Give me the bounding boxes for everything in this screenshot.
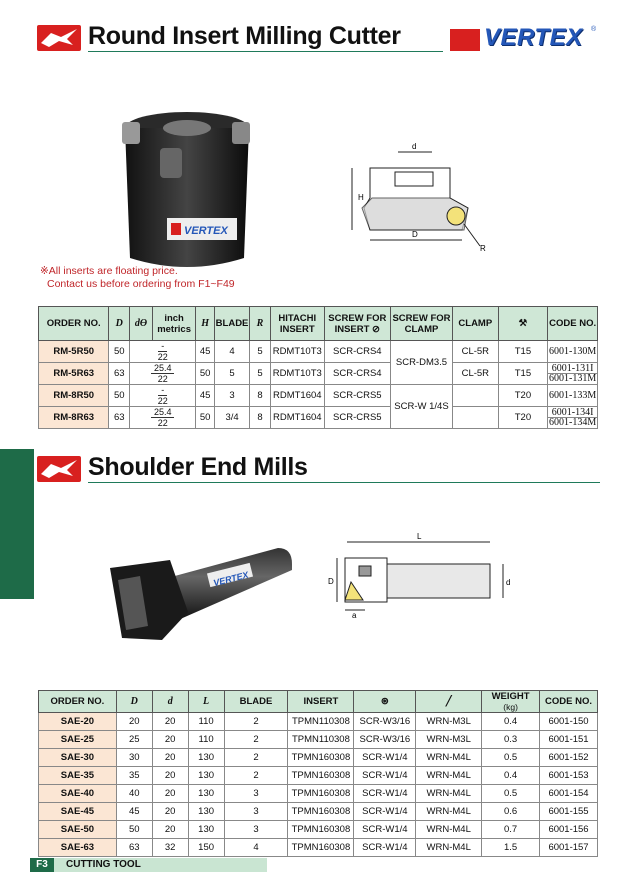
d-cell: 20 [152, 713, 188, 731]
col-insert: INSERT [288, 691, 354, 713]
blade-cell: 2 [224, 767, 288, 785]
D-cell: 40 [116, 785, 152, 803]
section-underline [88, 482, 600, 483]
tool-label: VERTEX [184, 225, 228, 237]
blade-cell: 4 [214, 341, 249, 363]
d-cell [130, 407, 196, 429]
D-cell: 25 [116, 731, 152, 749]
blade-cell: 3 [224, 803, 288, 821]
H-cell: 45 [196, 341, 215, 363]
table-row [39, 839, 598, 857]
col-key [498, 307, 548, 341]
screw-cell: SCR-W1/4 [354, 821, 416, 839]
L-cell: 110 [188, 713, 224, 731]
L-cell: 150 [188, 839, 224, 857]
D-cell: 63 [109, 407, 130, 429]
table-row [39, 731, 598, 749]
clamp-cell [453, 407, 499, 429]
D-cell: 20 [116, 713, 152, 731]
wrench-cell: WRN-M3L [416, 713, 482, 731]
insert-cell: TPMN160308 [288, 803, 354, 821]
table-row [39, 385, 598, 407]
order-cell: SAE-45 [39, 803, 117, 821]
table-row [39, 803, 598, 821]
table-row [39, 363, 598, 385]
diagram-d2-label: d [506, 578, 511, 587]
wrench-cell: WRN-M4L [416, 785, 482, 803]
order-cell: RM-5R63 [39, 363, 109, 385]
wrench-cell: WRN-M3L [416, 731, 482, 749]
page-number: F3 [30, 858, 54, 872]
col-D: D [116, 691, 152, 713]
D-cell: 35 [116, 767, 152, 785]
col-code: CODE NO. [548, 307, 598, 341]
col-blade: BLADE [224, 691, 288, 713]
shoulder-end-mill-table [38, 690, 598, 857]
d-cell: 20 [152, 731, 188, 749]
screw-cell: SCR-W1/4 [354, 839, 416, 857]
vertex-mark-icon [450, 29, 480, 51]
d-top: - [158, 341, 167, 352]
d-cell [130, 385, 196, 407]
table-row [39, 821, 598, 839]
screw-cell: SCR-W3/16 [354, 713, 416, 731]
order-cell: RM-8R63 [39, 407, 109, 429]
order-cell: SAE-30 [39, 749, 117, 767]
col-code: CODE NO. [540, 691, 598, 713]
footer-label: CUTTING TOOL [66, 859, 141, 870]
d-top: 25.4 [151, 363, 175, 374]
screw-icon: ⊘ [372, 323, 381, 335]
L-cell: 130 [188, 803, 224, 821]
L-cell: 130 [188, 767, 224, 785]
table-body [39, 713, 598, 857]
d-cell [130, 363, 196, 385]
insert-cell: TPMN160308 [288, 767, 354, 785]
H-cell: 50 [196, 363, 215, 385]
section-title: Shoulder End Mills [88, 453, 308, 481]
end-mill-dimension-diagram [325, 530, 520, 620]
blade-cell: 3 [224, 821, 288, 839]
col-H: H [196, 307, 215, 341]
code-cell: 6001-153 [540, 767, 598, 785]
round-insert-table [38, 306, 598, 429]
col-order: ORDER NO. [39, 307, 109, 341]
table-row [39, 713, 598, 731]
weight-cell: 0.4 [482, 767, 540, 785]
col-blade: BLADE [214, 307, 249, 341]
screw-cell: SCR-W3/16 [354, 731, 416, 749]
code-cell [548, 407, 598, 429]
screw-cell: SCR-W1/4 [354, 803, 416, 821]
order-cell: SAE-40 [39, 785, 117, 803]
screw-cell: SCR-CRS4 [324, 363, 390, 385]
insert-cell: TPMN160308 [288, 839, 354, 857]
col-D: D [109, 307, 130, 341]
R-cell: 5 [250, 363, 271, 385]
diagram-d-label: d [412, 142, 417, 151]
milling-cutter-image [112, 108, 262, 270]
col-screw-insert-label: SCREW FOR INSERT [328, 312, 387, 335]
screw-clamp-cell: SCR-DM3.5 [390, 341, 452, 385]
diagram-D2-label: D [328, 577, 334, 586]
diagram-r-label: R [480, 244, 486, 253]
weight-label: WEIGHT [491, 691, 530, 702]
weight-cell: 0.7 [482, 821, 540, 839]
wrench-cell: WRN-M4L [416, 839, 482, 857]
code-cell: 6001-155 [540, 803, 598, 821]
insert-cell: TPMN160308 [288, 749, 354, 767]
col-screw-clamp: SCREW FOR CLAMP [390, 307, 452, 341]
code-cell: 6001-130M [548, 341, 598, 363]
title-underline [88, 51, 443, 52]
blade-cell: 4 [224, 839, 288, 857]
diagram-a-label: a [352, 611, 357, 620]
side-tab-image [0, 449, 34, 599]
H-cell: 45 [196, 385, 215, 407]
D-cell: 45 [116, 803, 152, 821]
order-cell: SAE-35 [39, 767, 117, 785]
D-cell: 50 [116, 821, 152, 839]
weight-cell: 0.5 [482, 785, 540, 803]
insert-cell: TPMN160308 [288, 785, 354, 803]
R-cell: 8 [250, 407, 271, 429]
wrench-cell: WRN-M4L [416, 767, 482, 785]
order-cell: SAE-50 [39, 821, 117, 839]
weight-cell: 0.3 [482, 731, 540, 749]
note-line-1: ※All inserts are floating price. [40, 265, 178, 277]
d-cell: 20 [152, 803, 188, 821]
wrench-cell: WRN-M4L [416, 749, 482, 767]
brand-logo: VERTEX [484, 24, 583, 51]
order-cell: RM-8R50 [39, 385, 109, 407]
d-bot: 22 [157, 396, 168, 406]
screw-cell: SCR-CRS5 [324, 385, 390, 407]
blade-cell: 3/4 [214, 407, 249, 429]
d-cell: 20 [152, 785, 188, 803]
code-cell: 6001-150 [540, 713, 598, 731]
order-cell: SAE-25 [39, 731, 117, 749]
col-dtheta: dƟ [130, 307, 153, 341]
diagram-h-label: H [358, 193, 364, 202]
L-cell: 110 [188, 731, 224, 749]
d-cell: 20 [152, 767, 188, 785]
weight-unit: (kg) [503, 702, 518, 712]
wrench-cell: WRN-M4L [416, 821, 482, 839]
note-line-2: Contact us before ordering from F1~F49 [47, 278, 235, 290]
table-row [39, 767, 598, 785]
R-cell: 8 [250, 385, 271, 407]
cutter-dimension-diagram [340, 138, 500, 253]
page-title: Round Insert Milling Cutter [88, 22, 401, 50]
clamp-cell: CL-5R [453, 341, 499, 363]
code-cell: 6001-133M [548, 385, 598, 407]
insert-cell: RDMT10T3 [270, 363, 324, 385]
eagle-logo-icon [37, 456, 81, 482]
blade-cell: 2 [224, 749, 288, 767]
blade-cell: 3 [214, 385, 249, 407]
code-line-2: 6001-131M [549, 373, 597, 384]
col-screw-insert [324, 307, 390, 341]
d-cell: 20 [152, 821, 188, 839]
col-inch-metrics: inch metrics [152, 307, 195, 341]
order-cell: SAE-20 [39, 713, 117, 731]
insert-cell: TPMN110308 [288, 713, 354, 731]
code-line-2: 6001-134M [549, 417, 597, 428]
col-R: R [250, 307, 271, 341]
screw-cell: SCR-W1/4 [354, 749, 416, 767]
D-cell: 63 [109, 363, 130, 385]
screw-cell: SCR-CRS4 [324, 341, 390, 363]
code-line-1: 6001-131I [551, 363, 594, 374]
code-cell: 6001-152 [540, 749, 598, 767]
code-cell: 6001-154 [540, 785, 598, 803]
R-cell: 5 [250, 341, 271, 363]
col-hitachi: HITACHI INSERT [270, 307, 324, 341]
d-bot: 22 [157, 352, 168, 362]
table-row [39, 785, 598, 803]
weight-cell: 0.6 [482, 803, 540, 821]
D-cell: 63 [116, 839, 152, 857]
col-weight [482, 691, 540, 713]
clamp-cell: CL-5R [453, 363, 499, 385]
table-row [39, 341, 598, 363]
key-cell: T20 [498, 385, 548, 407]
L-cell: 130 [188, 785, 224, 803]
code-cell: 6001-157 [540, 839, 598, 857]
d-top: 25.4 [151, 407, 175, 418]
diagram-L-label: L [417, 532, 422, 541]
diagram-D-label: D [412, 230, 418, 239]
d-bot: 22 [157, 418, 168, 428]
D-cell: 30 [116, 749, 152, 767]
clamp-cell [453, 385, 499, 407]
D-cell: 50 [109, 341, 130, 363]
registered-mark: ® [591, 26, 597, 33]
wrench-icon: ╱ [445, 696, 452, 707]
weight-cell: 1.5 [482, 839, 540, 857]
key-cell: T20 [498, 407, 548, 429]
code-cell: 6001-156 [540, 821, 598, 839]
H-cell: 50 [196, 407, 215, 429]
d-bot: 22 [157, 374, 168, 384]
D-cell: 50 [109, 385, 130, 407]
wrench-cell: WRN-M4L [416, 803, 482, 821]
torx-key-icon: ⚒ [518, 318, 528, 329]
code-cell [548, 363, 598, 385]
L-cell: 130 [188, 821, 224, 839]
blade-cell: 2 [224, 731, 288, 749]
key-cell: T15 [498, 341, 548, 363]
code-cell: 6001-151 [540, 731, 598, 749]
d-cell: 32 [152, 839, 188, 857]
order-cell: RM-5R50 [39, 341, 109, 363]
col-screw [354, 691, 416, 713]
table-row [39, 749, 598, 767]
d-cell [130, 341, 196, 363]
hex-screw-icon: ⊛ [380, 696, 389, 707]
end-mill-image [100, 540, 295, 650]
table-row [39, 407, 598, 429]
d-top: - [158, 385, 167, 396]
col-d: d [152, 691, 188, 713]
blade-cell: 3 [224, 785, 288, 803]
blade-cell: 2 [224, 713, 288, 731]
insert-cell: RDMT1604 [270, 385, 324, 407]
screw-clamp-cell: SCR-W 1/4S [390, 385, 452, 429]
screw-cell: SCR-CRS5 [324, 407, 390, 429]
col-wrench [416, 691, 482, 713]
order-cell: SAE-63 [39, 839, 117, 857]
insert-cell: RDMT1604 [270, 407, 324, 429]
L-cell: 130 [188, 749, 224, 767]
insert-cell: TPMN110308 [288, 731, 354, 749]
eagle-logo-icon [37, 25, 81, 51]
screw-cell: SCR-W1/4 [354, 767, 416, 785]
col-clamp: CLAMP [453, 307, 499, 341]
code-line-1: 6001-134I [551, 407, 594, 418]
col-order: ORDER NO. [39, 691, 117, 713]
weight-cell: 0.4 [482, 713, 540, 731]
d-cell: 20 [152, 749, 188, 767]
end-mill-tool-label: VERTEX [212, 569, 250, 589]
weight-cell: 0.5 [482, 749, 540, 767]
col-L: L [188, 691, 224, 713]
insert-cell: TPMN160308 [288, 821, 354, 839]
key-cell: T15 [498, 363, 548, 385]
blade-cell: 5 [214, 363, 249, 385]
screw-cell: SCR-W1/4 [354, 785, 416, 803]
insert-cell: RDMT10T3 [270, 341, 324, 363]
